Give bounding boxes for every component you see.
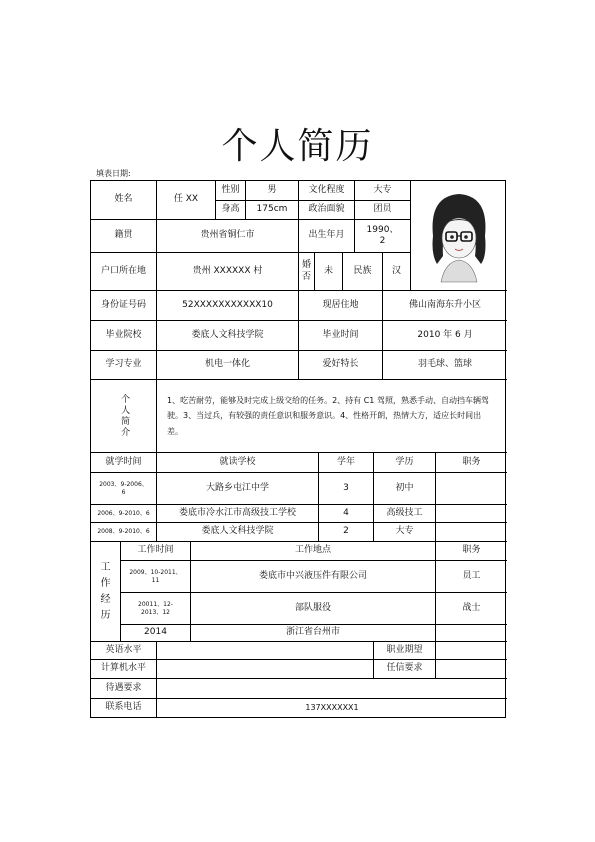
english-value bbox=[157, 642, 374, 660]
hobby-label: 爱好特长 bbox=[299, 351, 383, 380]
photo-cell bbox=[411, 181, 507, 291]
edu-row-duty bbox=[436, 523, 507, 542]
name-value: 任 XX bbox=[157, 181, 216, 220]
edu-row-duty bbox=[436, 473, 507, 505]
job-expect-label: 职业期望 bbox=[374, 642, 436, 660]
salary-value bbox=[157, 679, 507, 699]
avatar bbox=[419, 186, 499, 286]
education-level-value: 大专 bbox=[355, 181, 411, 201]
grad-value: 2010 年 6 月 bbox=[383, 321, 507, 351]
politics-value: 团员 bbox=[355, 201, 411, 220]
name-label: 姓名 bbox=[91, 181, 157, 220]
marriage-value: 未 bbox=[315, 253, 343, 291]
work-row-place: 部队服役 bbox=[191, 593, 436, 625]
edu-row-degree: 初中 bbox=[374, 473, 436, 505]
gender-label: 性别 bbox=[216, 181, 246, 201]
edu-header-school: 就读学校 bbox=[157, 453, 319, 473]
marriage-label: 婚否 bbox=[299, 253, 315, 291]
education-level-label: 文化程度 bbox=[299, 181, 355, 201]
intro-label-cell bbox=[91, 380, 157, 453]
id-value: 52XXXXXXXXXXX10 bbox=[157, 291, 299, 321]
gender-value: 男 bbox=[246, 181, 299, 201]
work-label: 工作经历 bbox=[91, 542, 121, 642]
school-value: 娄底人文科技学院 bbox=[157, 321, 299, 351]
work-row-duty bbox=[436, 625, 507, 642]
major-label: 学习专业 bbox=[91, 351, 157, 380]
work-header-duty: 职务 bbox=[436, 542, 507, 561]
edu-row-school: 娄底人文科技学院 bbox=[157, 523, 319, 542]
post-req-label: 任信要求 bbox=[374, 660, 436, 679]
work-row-time: 2009、10-2011、11 bbox=[121, 561, 191, 593]
work-row-place: 娄底市中兴液压件有限公司 bbox=[191, 561, 436, 593]
resume-table bbox=[90, 180, 506, 718]
intro-label: 个人简介 bbox=[119, 394, 130, 438]
edu-row-degree: 大专 bbox=[374, 523, 436, 542]
job-expect-value bbox=[436, 642, 507, 660]
english-label: 英语水平 bbox=[91, 642, 157, 660]
edu-row-time: 2006、9-2010、6 bbox=[91, 505, 157, 523]
computer-value bbox=[157, 660, 374, 679]
birth-label: 出生年月 bbox=[299, 220, 355, 253]
height-value: 175cm bbox=[246, 201, 299, 220]
residence-label: 现居住地 bbox=[299, 291, 383, 321]
major-value: 机电一体化 bbox=[157, 351, 299, 380]
native-value: 贵州省铜仁市 bbox=[157, 220, 299, 253]
work-row-duty: 战士 bbox=[436, 593, 507, 625]
work-row-place: 浙江省台州市 bbox=[191, 625, 436, 642]
intro-text: 1、吃苦耐劳，能够及时完成上级交给的任务。2、持有 C1 驾照，熟悉手动、自动挡车辆驾驶。3、当过兵，有较强的责任意识和服务意识。4、性格开朗，热情大方，适应长时间出差。 bbox=[157, 380, 507, 453]
edu-header-time: 就学时间 bbox=[91, 453, 157, 473]
phone-value: 137XXXXXX1 bbox=[305, 703, 359, 712]
native-label: 籍贯 bbox=[91, 220, 157, 253]
edu-row-years: 2 bbox=[319, 523, 374, 542]
school-label: 毕业院校 bbox=[91, 321, 157, 351]
ethnic-label: 民族 bbox=[343, 253, 383, 291]
politics-label: 政治面貌 bbox=[299, 201, 355, 220]
phone-label: 联系电话 bbox=[91, 699, 157, 717]
edu-row-school: 大路乡屯江中学 bbox=[157, 473, 319, 505]
computer-label: 计算机水平 bbox=[91, 660, 157, 679]
edu-row-duty bbox=[436, 505, 507, 523]
edu-row-years: 4 bbox=[319, 505, 374, 523]
salary-label: 待遇要求 bbox=[91, 679, 157, 699]
work-row-time: 20011、12-2013、12 bbox=[121, 593, 191, 625]
work-header-time: 工作时间 bbox=[121, 542, 191, 561]
work-header-place: 工作地点 bbox=[191, 542, 436, 561]
hukou-label: 户口所在地 bbox=[91, 253, 157, 291]
edu-header-duty: 职务 bbox=[436, 453, 507, 473]
ethnic-value: 汉 bbox=[383, 253, 411, 291]
id-label: 身份证号码 bbox=[91, 291, 157, 321]
edu-row-time: 2003、9-2006、6 bbox=[91, 473, 157, 505]
work-row-time: 2014 bbox=[121, 625, 191, 642]
edu-header-degree: 学历 bbox=[374, 453, 436, 473]
work-row-duty: 员工 bbox=[436, 561, 507, 593]
fill-date-label: 填表日期: bbox=[96, 169, 131, 178]
grad-label: 毕业时间 bbox=[299, 321, 383, 351]
page-title: 个人简历 bbox=[221, 126, 374, 167]
hobby-value: 羽毛球、篮球 bbox=[383, 351, 507, 380]
edu-row-school: 娄底市冷水江市高级技工学校 bbox=[157, 505, 319, 523]
residence-value: 佛山南海东升小区 bbox=[383, 291, 507, 321]
post-req-value bbox=[436, 660, 507, 679]
edu-header-years: 学年 bbox=[319, 453, 374, 473]
birth-value: 1990、2 bbox=[355, 220, 411, 253]
edu-row-years: 3 bbox=[319, 473, 374, 505]
edu-row-degree: 高级技工 bbox=[374, 505, 436, 523]
height-label: 身高 bbox=[216, 201, 246, 220]
hukou-value: 贵州 XXXXXX 村 bbox=[157, 253, 299, 291]
edu-row-time: 2008、9-2010、6 bbox=[91, 523, 157, 542]
